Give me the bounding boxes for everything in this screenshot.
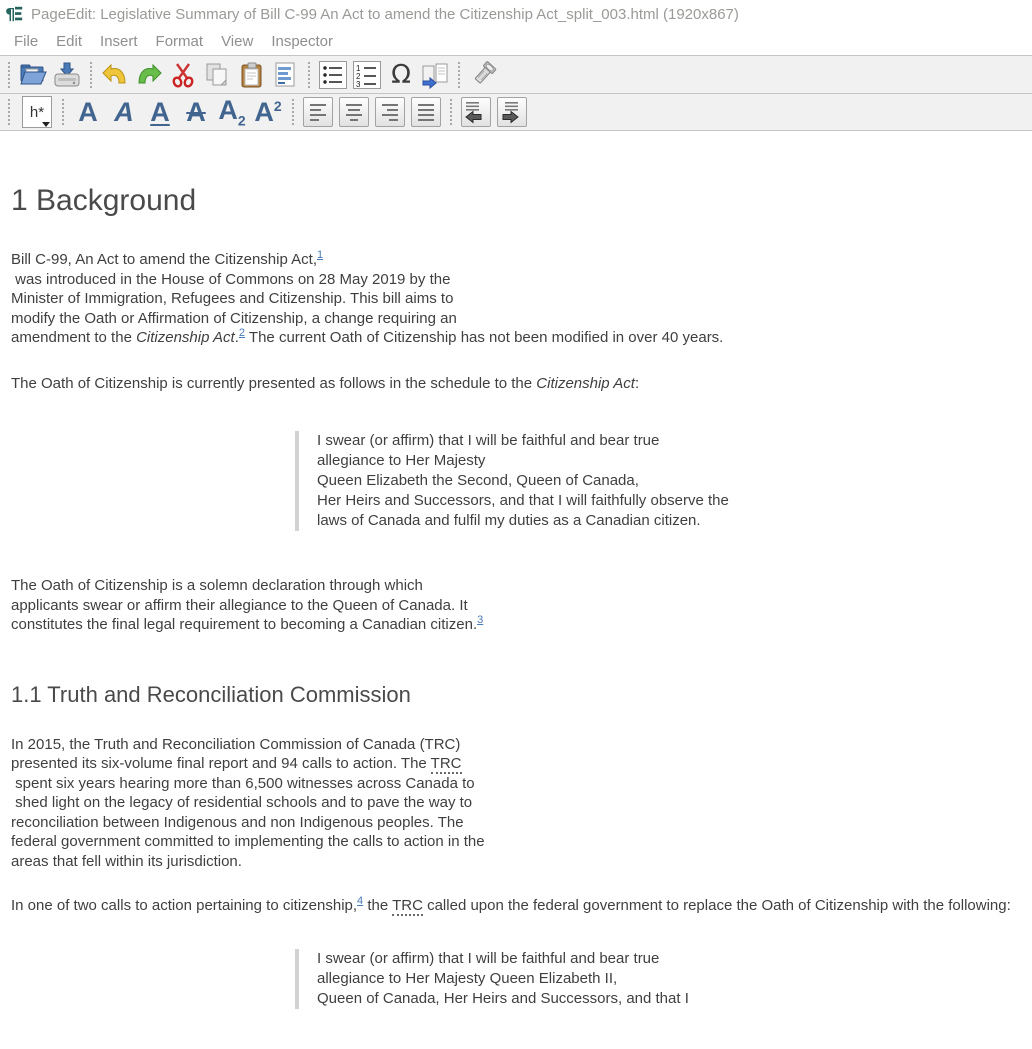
blockquote-proposed-oath[interactable] [295,949,1021,1009]
undo-arrow-icon [102,64,128,86]
toolbar-file-edit [0,55,1032,93]
outdent-icon [465,101,483,123]
toolbar-separator [450,99,452,125]
redo-button[interactable] [133,59,165,91]
blockquote-text[interactable]: I swear (or affirm) that I will be faithful and bear true allegiance to Her Majesty Queen Elizabeth II, Queen of Canada, Her Heirs and Successors, and that I [317,949,689,1007]
menu-insert[interactable]: Insert [100,33,138,50]
redo-arrow-icon [136,64,162,86]
window-title: PageEdit: Legislative Summary of Bill C-99 An Act to amend the Citizenship Act_split_003.html (1920x867) [31,5,739,23]
paragraph-bill-intro[interactable]: Bill C-99, An Act to amend the Citizenship Act,$^1$ was introduced in the House of Commons on 28 May 2019 by the Minister of Immigration, Refugees and Citizenship. This bill aims to modify the Oath or Affirmation of Citizenship, a change requiring an amendment to the Citizenship Act.$^2$ The current Oath of Citizenship has not been modified in over 40 years. [11,249,724,346]
section-heading-background[interactable]: 1 Background [11,184,197,217]
strikethrough-button[interactable] [178,96,214,127]
superscript-button[interactable] [250,96,286,127]
bold-button[interactable] [70,96,106,127]
italic-icon: A [114,96,134,127]
footnote-link[interactable]: 3 [477,614,484,626]
outdent-button[interactable] [461,97,491,127]
superscript-icon: $A^2$ [254,96,282,127]
toolbar-separator [90,62,92,88]
toolbar-format [0,93,1032,131]
undo-button[interactable] [99,59,131,91]
footnote-link[interactable]: 2 [238,327,246,339]
subscript-button[interactable] [214,94,250,129]
abbreviation: TRC [392,897,423,914]
abbreviation: TRC [430,755,462,772]
underline-button[interactable] [142,96,178,127]
save-button[interactable] [51,59,83,91]
dropdown-arrow-icon [42,122,50,127]
save-icon [53,62,81,88]
cut-scissors-icon [170,62,196,88]
align-center-icon [346,104,362,106]
subscript-icon: $A_2$ [218,94,246,129]
toolbar-separator [308,62,310,88]
paragraph-solemn-declaration[interactable]: The Oath of Citizenship is a solemn declaration through which applicants swear or affirm their allegiance to the Queen of Canada. It constitutes the final legal requirement to becoming a Canadian citizen.$^3$ [11,577,484,633]
toolbar-separator [62,99,64,125]
heading-select-button[interactable] [22,96,52,128]
section-heading-trc[interactable]: 1.1 Truth and Reconciliation Commission [11,681,411,707]
svg-text:2: 2 [356,71,361,81]
flashlight-button[interactable] [467,59,499,91]
indent-icon [501,101,519,123]
toolbar-separator [292,99,294,125]
underline-icon: A [150,96,170,127]
paragraph-oath-presented[interactable]: The Oath of Citizenship is currently presented as follows in the schedule to the Citizenship Act: [11,374,640,392]
select-all-icon [272,62,298,88]
footnote-link[interactable]: 4 [357,895,364,907]
bullet-list-icon [319,61,347,89]
paragraph-calls-to-action[interactable]: In one of two calls to action pertaining to citizenship,$^4$ the TRC called upon the federal government to replace the Oath of Citizenship with the following: [11,895,1011,914]
align-left-icon [310,104,326,106]
select-all-button[interactable] [269,59,301,91]
menu-view[interactable]: View [221,33,254,50]
blockquote-text[interactable]: I swear (or affirm) that I will be faithful and bear true allegiance to Her Majesty Queen Elizabeth the Second, Queen of Canada, Her Heirs and Successors, and that I will faithfully observe the laws of Canada and fulfil my duties as a Canadian citizen. [317,432,729,529]
open-folder-icon [19,63,47,87]
heading-select-label: h* [29,103,45,121]
toolbar-separator [458,62,460,88]
italic-button[interactable] [106,96,142,127]
strikethrough-icon: A [186,96,206,127]
align-right-button[interactable] [375,97,405,127]
document-edit-area[interactable] [0,183,1032,1049]
menu-bar [0,28,1032,55]
numbered-list-button[interactable] [351,59,383,91]
blockquote-current-oath[interactable] [295,431,1021,531]
align-center-button[interactable] [339,97,369,127]
align-justify-button[interactable] [411,97,441,127]
menu-edit[interactable]: Edit [56,33,83,50]
window-titlebar [0,0,1032,28]
indent-button[interactable] [497,97,527,127]
svg-text:3: 3 [356,79,361,89]
align-left-button[interactable] [303,97,333,127]
footnote-link[interactable]: 1 [317,249,324,261]
svg-text:1: 1 [356,63,361,73]
omega-icon: Ω [391,59,411,90]
flashlight-icon [469,61,497,89]
align-justify-icon [418,104,434,106]
menu-format[interactable]: Format [155,33,204,50]
svg-text:¶: ¶ [5,4,16,24]
special-character-button[interactable] [385,59,417,91]
copy-pages-icon [204,62,230,88]
toolbar-handle [8,99,10,125]
toolbar-handle [8,62,10,88]
paste-button[interactable] [235,59,267,91]
insert-files-icon [421,62,449,88]
pageedit-logo-icon [6,5,24,23]
menu-file[interactable]: File [14,33,39,50]
bold-icon: A [78,96,98,127]
bullet-list-button[interactable] [317,59,349,91]
menu-inspector[interactable]: Inspector [271,33,334,50]
align-right-icon [382,104,398,106]
copy-button[interactable] [201,59,233,91]
open-button[interactable] [17,59,49,91]
paste-clipboard-icon [238,62,264,88]
cut-button[interactable] [167,59,199,91]
numbered-list-icon [353,61,381,89]
insert-files-button[interactable] [419,59,451,91]
paragraph-trc-report[interactable]: In 2015, the Truth and Reconciliation Commission of Canada (TRC) presented its six-volume final report and 94 calls to action. The TRC spent six years hearing more than 6,500 witnesses across Canada to shed light on the legacy of residential schools and to pave the way to reconciliation between Indigenous and non Indigenous peoples. The federal government committed to implementing the calls to action in the areas that fell within its jurisdiction. [11,735,485,870]
